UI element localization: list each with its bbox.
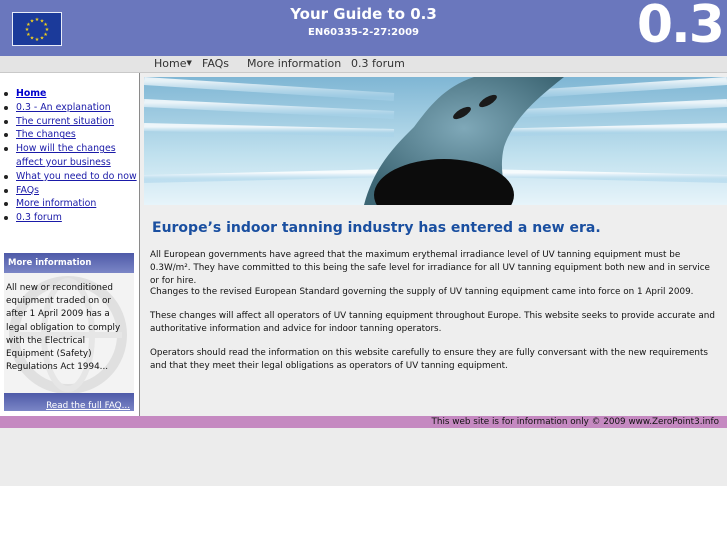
nav-item-home[interactable] [154, 57, 192, 70]
banner-image [144, 77, 727, 205]
sidebar-link-changes[interactable]: The changes [16, 129, 76, 141]
bullet-icon [4, 106, 8, 110]
sidebar-link-explanation[interactable]: 0.3 - An explanation [16, 101, 111, 113]
bullet-icon [4, 175, 8, 179]
flag-star-icon: ★ [34, 17, 40, 23]
flag-star-icon: ★ [39, 18, 45, 25]
flag-star-icon: ★ [34, 37, 40, 43]
sidebar-item-faqs [0, 184, 138, 198]
page-bottom-area [0, 428, 727, 486]
paragraph-operators: These changes will affect all operators of UV tanning equipment throughout Europe. This website seeks to provide accurate and authoritative information and advice for indoor tanning operators. [150, 311, 715, 335]
nav-item-faqs[interactable]: FAQs [202, 57, 230, 70]
info-box-text: All new or reconditioned equipment traded on or after 1 April 2009 has a legal obligation to comply with the Electrical Equipment (Safety) Regulations Act 1994... [6, 283, 121, 373]
sidebar-item-changes [0, 128, 138, 142]
top-nav [0, 56, 727, 73]
bullet-icon [4, 147, 8, 151]
sidebar-link-what-to-do[interactable]: What you need to do now [16, 170, 137, 182]
bullet-icon [4, 202, 8, 206]
flag-star-icon: ★ [44, 27, 50, 33]
info-box-footer [4, 393, 134, 411]
sidebar-menu [0, 87, 138, 225]
caret-down-icon: ▼ [186, 59, 192, 67]
sidebar-item-more-information [0, 197, 138, 211]
main-heading: Europe’s indoor tanning industry has entered a new era. [152, 220, 601, 236]
bullet-icon [4, 216, 8, 220]
bullet-icon [4, 120, 8, 124]
bullet-icon [4, 189, 8, 193]
sidebar-link-faqs[interactable]: FAQs [16, 184, 40, 196]
read-full-faq-link[interactable]: Read the full FAQ... [46, 401, 130, 411]
sidebar-item-explanation [0, 101, 138, 115]
flag-star-icon: ★ [24, 27, 30, 33]
flag-star-icon: ★ [43, 22, 48, 28]
sidebar-item-current-situation [0, 115, 138, 129]
sidebar-link-current-situation[interactable]: The current situation [16, 115, 115, 127]
bullet-icon [4, 92, 8, 96]
sidebar-link-affect-business[interactable]: How will the changes affect your business [16, 143, 116, 168]
flag-star-icon: ★ [29, 35, 35, 42]
flag-star-icon: ★ [43, 32, 48, 38]
info-box-title: More information [4, 253, 134, 273]
site-logo[interactable]: 0.3 [636, 0, 723, 55]
paragraph-standard: Changes to the revised European Standard governing the supply of UV tanning equipment came into force on 1 April 2009. [150, 287, 694, 297]
flag-star-icon: ★ [26, 32, 31, 38]
info-box-body [4, 273, 134, 393]
site-header [0, 0, 727, 56]
flag-star-icon: ★ [39, 35, 45, 42]
sidebar-item-forum [0, 211, 138, 225]
nav-item-home-label: Home [154, 57, 187, 70]
bullet-icon [4, 133, 8, 137]
site-footer [0, 416, 727, 428]
site-title: Your Guide to 0.3 [290, 5, 437, 23]
footer-text: This web site is for information only © 2009 www.ZeroPoint3.info [431, 417, 719, 427]
sidebar-item-affect-business [0, 142, 138, 170]
sidebar [0, 73, 140, 416]
sidebar-link-home[interactable]: Home [16, 88, 47, 99]
site-subtitle: EN60335-2-27:2009 [308, 27, 419, 38]
sidebar-link-more-information[interactable]: More information [16, 198, 97, 210]
flag-star-icon: ★ [29, 18, 35, 25]
paragraph-irradiance: All European governments have agreed that the maximum erythemal irradiance level of UV tanning equipment must be 0.3W/m². They have committed to this being the safe level for irradiance for all UV tanning equipment both new and in service or for hire. [150, 250, 710, 287]
sidebar-link-forum[interactable]: 0.3 forum [16, 212, 62, 224]
main-content [140, 73, 727, 416]
flag-star-icon: ★ [26, 22, 31, 28]
nav-item-forum[interactable]: 0.3 forum [351, 57, 405, 70]
nav-item-more-information[interactable]: More information [247, 57, 342, 70]
paragraph-obligations: Operators should read the information on this website carefully to ensure they are fully conversant with the new requirements and that they meet their legal obligations as operators of UV tanning equipment. [150, 348, 708, 372]
sidebar-item-home [0, 87, 138, 101]
sidebar-item-what-to-do [0, 170, 138, 184]
more-information-box [4, 253, 134, 411]
